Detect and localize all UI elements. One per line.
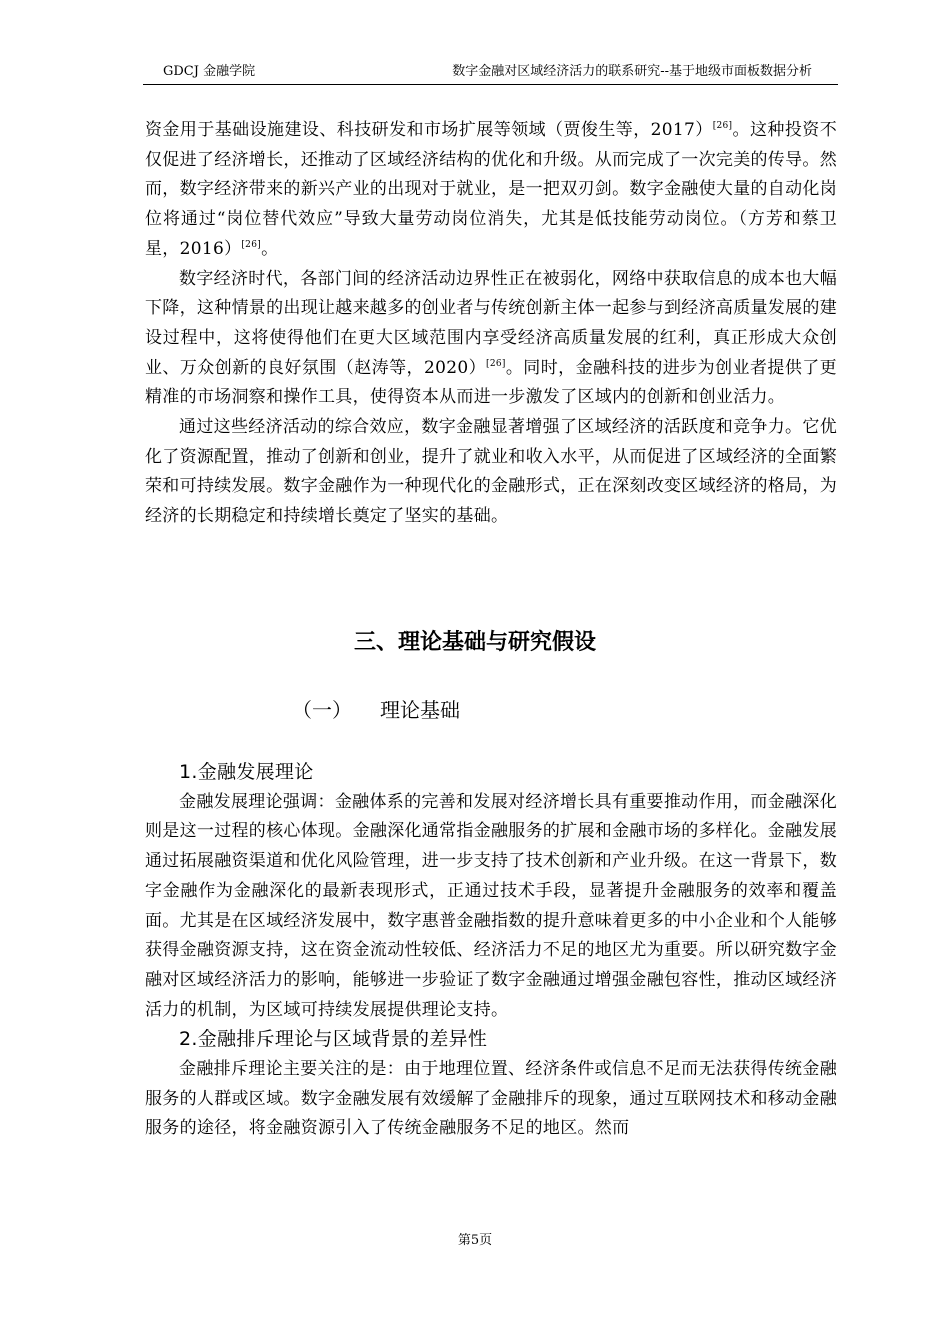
- header-paper-title: 数字金融对区域经济活力的联系研究--基于地级市面板数据分析: [452, 64, 812, 79]
- paragraph-3: 通过这些经济活动的综合效应，数字金融显著增强了区域经济的活跃度和竞争力。它优化了资源配置，推动了创新和创业，提升了就业和收入水平，从而促进了区域经济的全面繁荣和可持续发展。数字金融作为一种现代化的金融形式，正在深刻改变区域经济的格局，为经济的长期稳定和持续增长奠定了坚实的基础。: [145, 417, 837, 527]
- theory-section: [145, 758, 837, 1144]
- heading-financial-exclusion: 2.金融排斥理论与区域背景的差异性: [179, 1028, 488, 1051]
- heading-financial-development: 1.金融发展理论: [179, 761, 314, 783]
- page-header: [143, 62, 838, 85]
- header-institution: GDCJ 金融学院: [163, 64, 256, 79]
- subsection-heading: [292, 696, 460, 724]
- subsection-number: （一）: [292, 698, 352, 722]
- paragraph-financial-development: 金融发展理论强调：金融体系的完善和发展对经济增长具有重要推动作用，而金融深化则是这一过程的核心体现。金融深化通常指金融服务的扩展和金融市场的多样化。金融发展通过拓展融资渠道和优化风险管理，进一步支持了技术创新和产业升级。在这一背景下，数字金融作为金融深化的最新表现形式，正通过技术手段，显著提升金融服务的效率和覆盖面。尤其是在区域经济发展中，数字惠普金融指数的提升意味着更多的中小企业和个人能够获得金融资源支持，这在资金流动性较低、经济活力不足的地区尤为重要。所以研究数字金融对区域经济活力的影响，能够进一步验证了数字金融通过增强金融包容性，推动区域经济活力的机制，为区域可持续发展提供理论支持。: [145, 791, 837, 1020]
- citation: [26]: [712, 121, 733, 131]
- page-number: 第5页: [457, 1233, 493, 1248]
- subsection-title: 理论基础: [380, 698, 460, 722]
- citation: [26]: [241, 239, 262, 250]
- body-text: [145, 116, 837, 532]
- paragraph-2: 数字经济时代，各部门间的经济活动边界性正在被弱化，网络中获取信息的成本也大幅下降，这种情景的出现让越来越多的创业者与传统创新主体一起参与到经济高质量发展的建设过程中，这将使得他们在更大区域范围内享受经济高质量发展的红利，真正形成大众创业、万众创新的良好氛围（赵涛等，2020）[26]。同时，金融科技的进步为创业者提供了更精准的市场洞察和操作工具，使得资本从而进一步激发了区域内的创新和创业活力。: [145, 268, 837, 408]
- paragraph-1: 资金用于基础设施建设、科技研发和市场扩展等领域（贾俊生等，2017）[26]。这种投资不仅促进了经济增长，还推动了区域经济结构的优化和升级。从而完成了一次完美的传导。然而，数字经济带来的新兴产业的出现对于就业，是一把双刃剑。数字金融使大量的自动化岗位将通过“岗位替代效应”导致大量劳动岗位消失，尤其是低技能劳动岗位。（方芳和蔡卫星，2016）[26]。: [145, 120, 837, 259]
- section-heading: 三、理论基础与研究假设: [353, 630, 596, 655]
- paragraph-financial-exclusion: 金融排斥理论主要关注的是：由于地理位置、经济条件或信息不足而无法获得传统金融服务的人群或区域。数字金融发展有效缓解了金融排斥的现象，通过互联网技术和移动金融服务的途径，将金融资源引入了传统金融服务不足的地区。然而: [145, 1059, 837, 1139]
- citation: [26]: [486, 358, 506, 369]
